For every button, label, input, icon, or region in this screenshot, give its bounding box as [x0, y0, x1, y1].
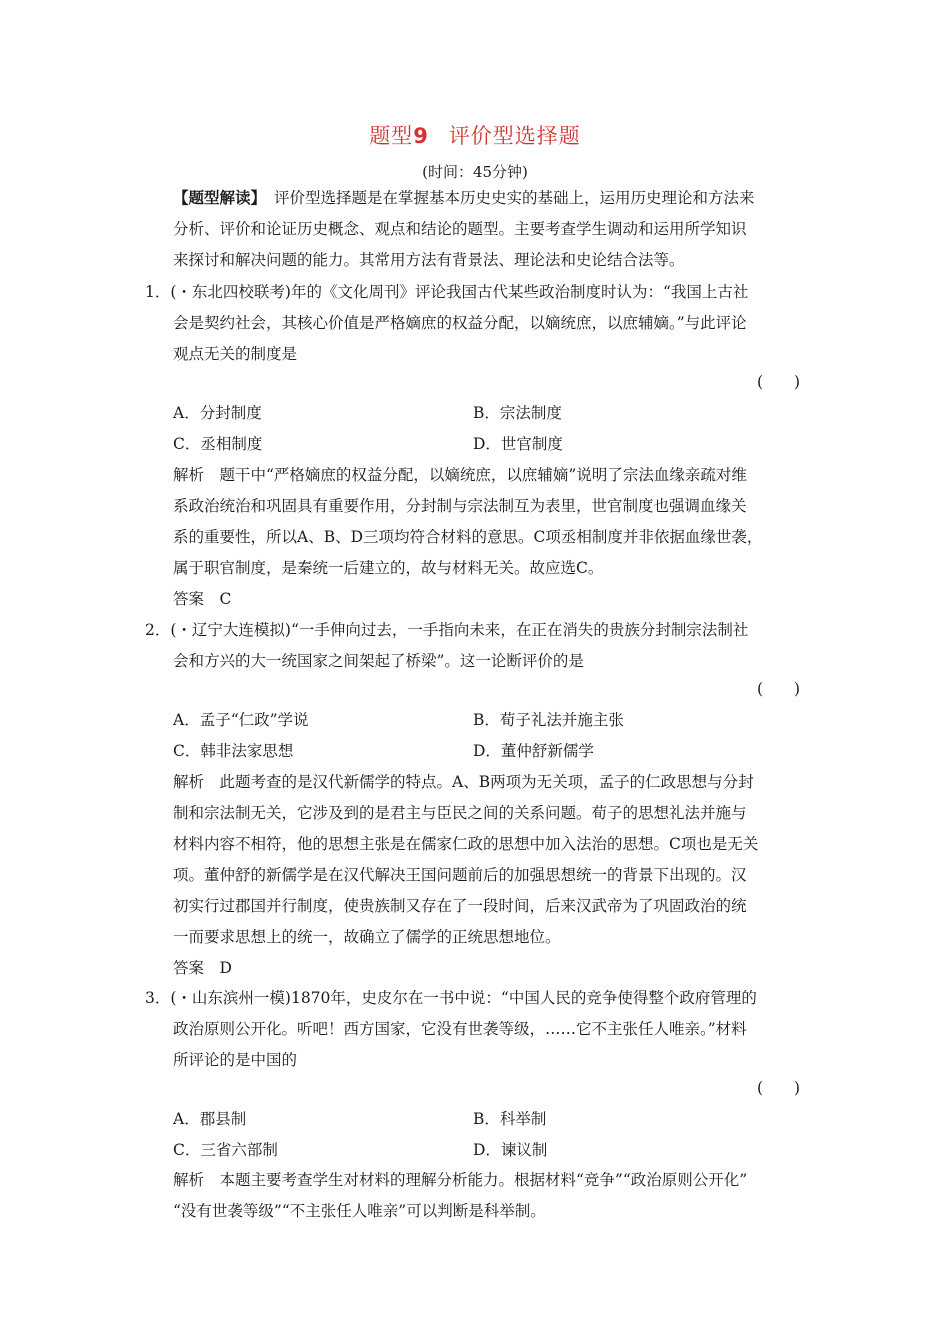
analysis-line: 初实行过郡国并行制度，使贵族制又存在了一段时间，后来汉武帝为了巩固政治的统 — [173, 897, 747, 915]
option-b: B．宗法制度 — [473, 404, 562, 422]
intro-label: 【题型解读】 — [173, 188, 267, 207]
title-prefix: 题型 — [369, 124, 414, 148]
answer-bracket: ( ) — [757, 1079, 801, 1097]
analysis-line: 系的重要性，所以A、B、D三项均符合材料的意思。C项丞相制度并非依据血缘世袭， — [173, 528, 763, 546]
option-b: B．科举制 — [473, 1110, 547, 1128]
answer-line: 答案 C — [173, 590, 232, 608]
analysis-line: “没有世袭等级”“不主张任人唯亲”可以判断是科举制。 — [173, 1202, 546, 1220]
option-c: C．韩非法家思想 — [173, 742, 294, 760]
title-text: 评价型选择题 — [448, 124, 581, 148]
page-title — [0, 120, 950, 150]
option-d: D．董仲舒新儒学 — [473, 742, 594, 760]
question-stem-line: 1．(・东北四校联考)年的《文化周刊》评论我国古代某些政治制度时认为：“我国上古社 — [145, 283, 749, 301]
intro-line: 评价型选择题是在掌握基本历史史实的基础上，运用历史理论和方法来 — [274, 189, 755, 207]
analysis-line: 属于职官制度，是秦统一后建立的，故与材料无关。故应选C。 — [173, 559, 604, 577]
intro-first-line — [173, 188, 755, 208]
option-c: C．丞相制度 — [173, 435, 263, 453]
option-a: A．郡县制 — [173, 1110, 247, 1128]
intro-line: 分析、评价和论证历史概念、观点和结论的题型。主要考查学生调动和运用所学知识 — [173, 220, 747, 238]
question-stem-line: 3．(・山东滨州一模)1870年，史皮尔在一书中说：“中国人民的竞争使得整个政府管理的 — [145, 989, 757, 1007]
time-limit: (时间：45分钟) — [422, 163, 528, 181]
option-d: D．世官制度 — [473, 435, 563, 453]
title-number: 9 — [413, 124, 429, 148]
analysis-line: 系政治统治和巩固具有重要作用，分封制与宗法制互为表里，世官制度也强调血缘关 — [173, 497, 747, 515]
analysis-line: 解析 本题主要考查学生对材料的理解分析能力。根据材料“竞争”“政治原则公开化” — [173, 1171, 748, 1189]
analysis-line: 项。董仲舒的新儒学是在汉代解决王国问题前后的加强思想统一的背景下出现的。汉 — [173, 866, 747, 884]
option-c: C．三省六部制 — [173, 1141, 278, 1159]
question-stem-line: 会和方兴的大一统国家之间架起了桥梁”。这一论断评价的是 — [173, 652, 584, 670]
analysis-line: 一而要求思想上的统一，故确立了儒学的正统思想地位。 — [173, 928, 561, 946]
answer-line: 答案 D — [173, 959, 232, 977]
answer-bracket: ( ) — [757, 680, 801, 698]
question-stem-line: 会是契约社会，其核心价值是严格嫡庶的权益分配，以嫡统庶，以庶辅嫡。”与此评论 — [173, 314, 747, 332]
question-stem-line: 所评论的是中国的 — [173, 1051, 298, 1069]
option-d: D．谏议制 — [473, 1141, 548, 1159]
question-stem-line: 政治原则公开化。听吧！西方国家，它没有世袭等级，……它不主张任人唯亲。”材料 — [173, 1020, 747, 1038]
analysis-line: 解析 题干中“严格嫡庶的权益分配，以嫡统庶，以庶辅嫡”说明了宗法血缘亲疏对维 — [173, 466, 747, 484]
analysis-line: 材料内容不相符，他的思想主张是在儒家仁政的思想中加入法治的思想。C项也是无关 — [173, 835, 759, 853]
analysis-line: 制和宗法制无关，它涉及到的是君主与臣民之间的关系问题。荀子的思想礼法并施与 — [173, 804, 747, 822]
question-stem-line: 观点无关的制度是 — [173, 345, 298, 363]
option-b: B．荀子礼法并施主张 — [473, 711, 624, 729]
option-a: A．孟子“仁政”学说 — [173, 711, 309, 729]
intro-line: 来探讨和解决问题的能力。其常用方法有背景法、理论法和史论结合法等。 — [173, 251, 685, 269]
answer-bracket: ( ) — [757, 373, 801, 391]
question-stem-line: 2．(・辽宁大连模拟)“一手伸向过去，一手指向未来，在正在消失的贵族分封制宗法制社 — [145, 621, 749, 639]
analysis-line: 解析 此题考查的是汉代新儒学的特点。A、B两项为无关项，孟子的仁政思想与分封 — [173, 773, 754, 791]
option-a: A．分封制度 — [173, 404, 262, 422]
